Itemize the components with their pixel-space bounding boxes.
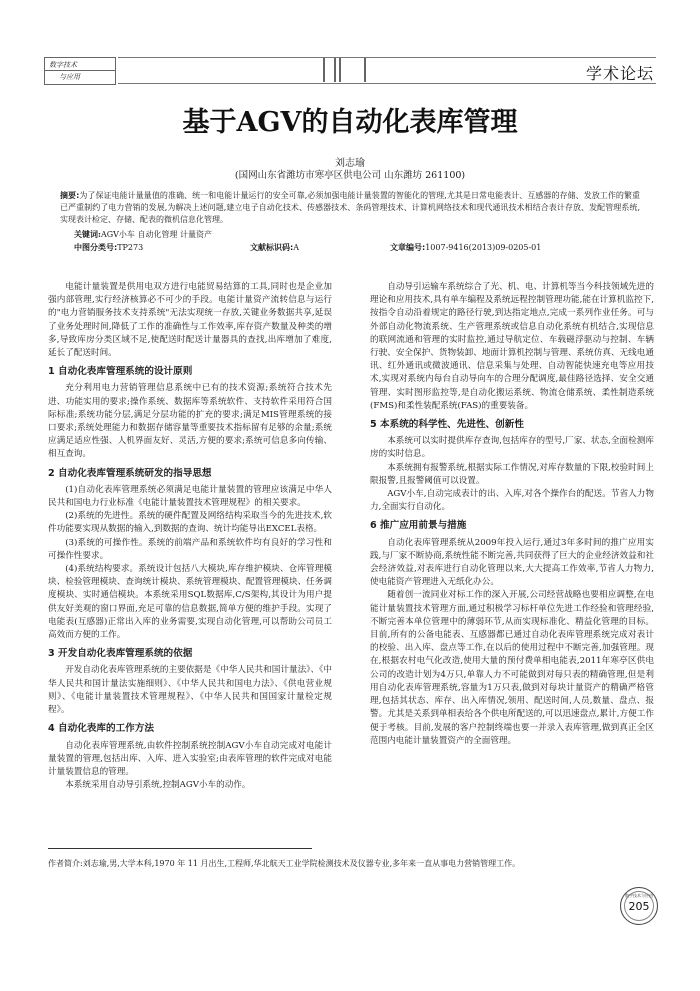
paper-title: 基于AGV的自动化表库管理: [182, 107, 518, 138]
paragraph: 本系统采用自动导引系统,控制AGV小车的动作。: [65, 780, 251, 791]
header-bar: [364, 58, 366, 82]
paragraph: 自动导引运输车系统综合了光、机、电、计算机等当今科技领域先进的理论和应用技术,具有单车编程及系统远程控制管理功能,能在计算机监控下,按指令自动沿着规定的路径行驶,到达指定地点,完成一系列作业任务。可与外部自动化物流系统、生产管理系统或信息自动化系统有机结合,实现信息的联网流通和管理的实时监控,通过导航定位、车载磁浮驱动与控制、车辆行驶、安全保护、货物装卸、地面计算机控制与管理、系统仿真、无线电通讯、红外通讯或微波通讯、信息采集与处理、自动智能快速充电等应用技术,实现对系统内每台自动导向车的合理分配调度,最佳路径选择、安全交通管理、实时图形监控等,是自动化搬运系统、物流仓储系统、柔性制造系统(FMS)和柔性装配系统(FAS)的重要装备。: [370, 282, 654, 411]
clc-number: [74, 242, 143, 253]
header-rule-top: [118, 57, 656, 58]
header-rule-bottom: [118, 83, 656, 84]
journal-name-line2: 与应用: [59, 73, 80, 81]
section-heading-6: 6 推广应用前景与措施: [370, 520, 467, 532]
clc-value: TP273: [117, 243, 144, 252]
paragraph: 充分利用电力营销管理信息系统中已有的技术资源;系统符合技术先进、功能实用的要求;操作系统、数据库等系统软件、支持软件采用符合国际标准;系统功能分层,满足分层功能的扩充的要求;满足MIS管理系统的接口要求;系统处理能力和数据存储容量等重要技术指标留有足够的余量;系统应满足适应性强、人机界面友好、灵活,方便的要求;系统可信息多向传输、相互查询。: [48, 383, 332, 460]
keywords-label: 关键词:: [74, 229, 101, 239]
doc-code: [250, 242, 299, 253]
seal-text: 数字技术与应用: [625, 893, 653, 898]
paragraph: 自动化表库管理系统从2009年投入运行,通过3年多时间的推广应用实践,与厂家不断协商,系统性能不断完善,共同获得了巨大的企业经济效益和社会经济效益,对表库进行自动化管理以来,大大提高工作效率,节省人力物力,使电能资产管理进入无纸化办公。: [370, 537, 654, 588]
author-name: 刘志瑜: [335, 158, 365, 169]
keywords-text: AGV小车 自动化管理 计量资产: [100, 230, 212, 239]
abstract-label: 摘要:: [60, 191, 80, 200]
paragraph: 本系统可以实时提供库存查询,包括库存的型号,厂家、状态,全面检测库房的实时信息。: [370, 436, 654, 460]
author-bio-footnote: 作者简介:刘志瑜,男,大学本科,1970 年 11 月出生,工程师,华北航天工业学院检测技术及仪器专业,多年来一直从事电力营销管理工作。: [48, 859, 521, 868]
section-heading-2: 2 自动化表库管理系统研发的指导思想: [48, 467, 212, 479]
paragraph: (3)系统的可操作性。系统的前端产品和系统软件均有良好的学习性和可操作性要求。: [48, 537, 332, 561]
author-affiliation: (国网山东省潍坊市寒亭区供电公司 山东潍坊 261100): [234, 170, 466, 181]
section-heading-1: 1 自动化表库管理系统的设计原则: [48, 366, 193, 378]
paragraph: (2)系统的先进性。系统的硬件配置及网络结构采取当今的先进技术,软件功能要实现从数据的输入,到数据的查询、统计均能导出EXCEL表格。: [48, 511, 332, 535]
journal-name-line1: 数字技术: [49, 61, 77, 69]
right-column: [370, 281, 654, 748]
paragraph: 随着创一流同业对标工作的深入开展,公司经营战略也要相应调整,在电能计量装置技术管理方面,通过积极学习标杆单位先进工作经验和管理经验,不断完善本单位管理中的薄弱环节,从而实现标准化、精益化管理的目标。目前,所有的公备电能表、互感器都已通过自动化表库管理系统完成对表计的校验、出入库、盘点等工作,在以后的使用过程中不断完善,加强管理。现在,根据农村电气化改造,使用大量的预付费单相电能表,2011年寒亭区供电公司的改造计划为4万只,单靠人力不可能做到对每只表的精确管理,但是利用自动化表库管理系统,容量为1万只表,做到对每块计量资产的精确严格管理,包括其状态、库存、出入库情况,领用、配送时间,人员,数量、盘点、报警。尤其是关系到单相表给各个供电所配送的,可以迅速盘点,累计,方便工作便于考核。目前,发展的客户控制终端也要一并录入表库管理,做到真正全区范围内电能计量装置资产的全面管理。: [370, 590, 654, 746]
keywords: [74, 229, 212, 240]
doc-value: A: [293, 243, 299, 252]
page-number: 205: [628, 900, 650, 913]
header-bar: [339, 58, 341, 82]
paragraph: 开发自动化表库管理系统的主要依据是《中华人民共和国计量法》、《中华人民共和国计量法实施细则》、《中华人民共和国电力法》、《供电营业规则》、《电能计量装置技术管理规程》、《中华人民共和国国家计量检定规程》。: [48, 665, 332, 716]
article-number: [390, 242, 541, 253]
journal-logo: [44, 57, 116, 85]
section-label: 学术论坛: [585, 64, 654, 83]
page-number-seal: [620, 887, 658, 925]
header-bar: [323, 58, 325, 82]
section-heading-4: 4 自动化表库的工作方法: [48, 723, 154, 735]
article-value: 1007-9416(2013)09-0205-01: [425, 243, 542, 252]
logo-divider: [45, 70, 115, 71]
paragraph: AGV小车,自动完成表计的出、入库,对各个操作台的配送。节省人力物力,全面实行自动化。: [370, 489, 654, 513]
section-heading-5: 5 本系统的科学性、先进性、创新性: [370, 419, 524, 431]
footnote-rule: [48, 848, 312, 849]
paragraph: (4)系统结构要求。系统设计包括八大模块,库存维护模块、仓库管理模块、检验管理模块、查询统计模块、系统管理模块、配置管理模块、任务调度模块、实时通信模块。本系统采用SQL数据库,C/S架构,其设计为用户提供友好美观的窗口界面,充足可靠的信息数据,简单方便的维护手段。实现了电能表(互感器)正常出入库的业务需要,实现自动化管理,可以帮助公司员工高效而方便的工作。: [48, 564, 332, 641]
section-heading-3: 3 开发自动化表库管理系统的依据: [48, 648, 193, 660]
article-label: 文章编号:: [390, 243, 426, 252]
clc-label: 中图分类号:: [74, 243, 118, 252]
abstract: [60, 190, 640, 226]
paragraph: 自动化表库管理系统,由软件控制系统控制AGV小车自动完成对电能计量装置的管理,包括出库、入库、进入实验室;由表库管理的软件完成对电能计量装置信息的管理。: [48, 740, 332, 777]
doc-label: 文献标识码:: [250, 243, 294, 252]
abstract-text: 为了保证电能计量量值的准确、统一和电能计量运行的安全可靠,必须加强电能计量装置的智能化的管理,尤其是日常电能表计、互感器的存储、发放工作的繁重已严重制约了电力营销的发展,为解决上述问题,建立电子自动化技术、传感器技术、条码管理技术、计算机网络技术和现代通讯技术相结合表计存放、发配管理系统,实现表计检定、存储、配表的微机信息化管理。: [60, 191, 640, 224]
paragraph: 本系统拥有报警系统,根据实际工作情况,对库存数量的下限,校验时间上限报警,且报警阈值可以设置。: [370, 462, 654, 486]
left-column: [48, 281, 332, 792]
header-bar: [334, 58, 336, 82]
paragraph: (1)自动化表库管理系统必须满足电能计量装置的管理应该满足中华人民共和国电力行业标准《电能计量装置技术管理规程》的相关要求。: [48, 484, 332, 509]
paragraph: 电能计量装置是供用电双方进行电能贸易结算的工具,同时也是企业加强内部管理,实行经济核算必不可少的手段。电能计量资产流转信息与运行的"电力营销服务技术支持系统"无法实现统一存放,关键业务数据共享,延误了业务处理时间,降低了工作的准确性与工作效率,库存资产数量及种类的增多,导致库房分类区域不足,使配送时配送计量器具的查找,出库增加了难度,延长了配送时间。: [48, 282, 332, 359]
